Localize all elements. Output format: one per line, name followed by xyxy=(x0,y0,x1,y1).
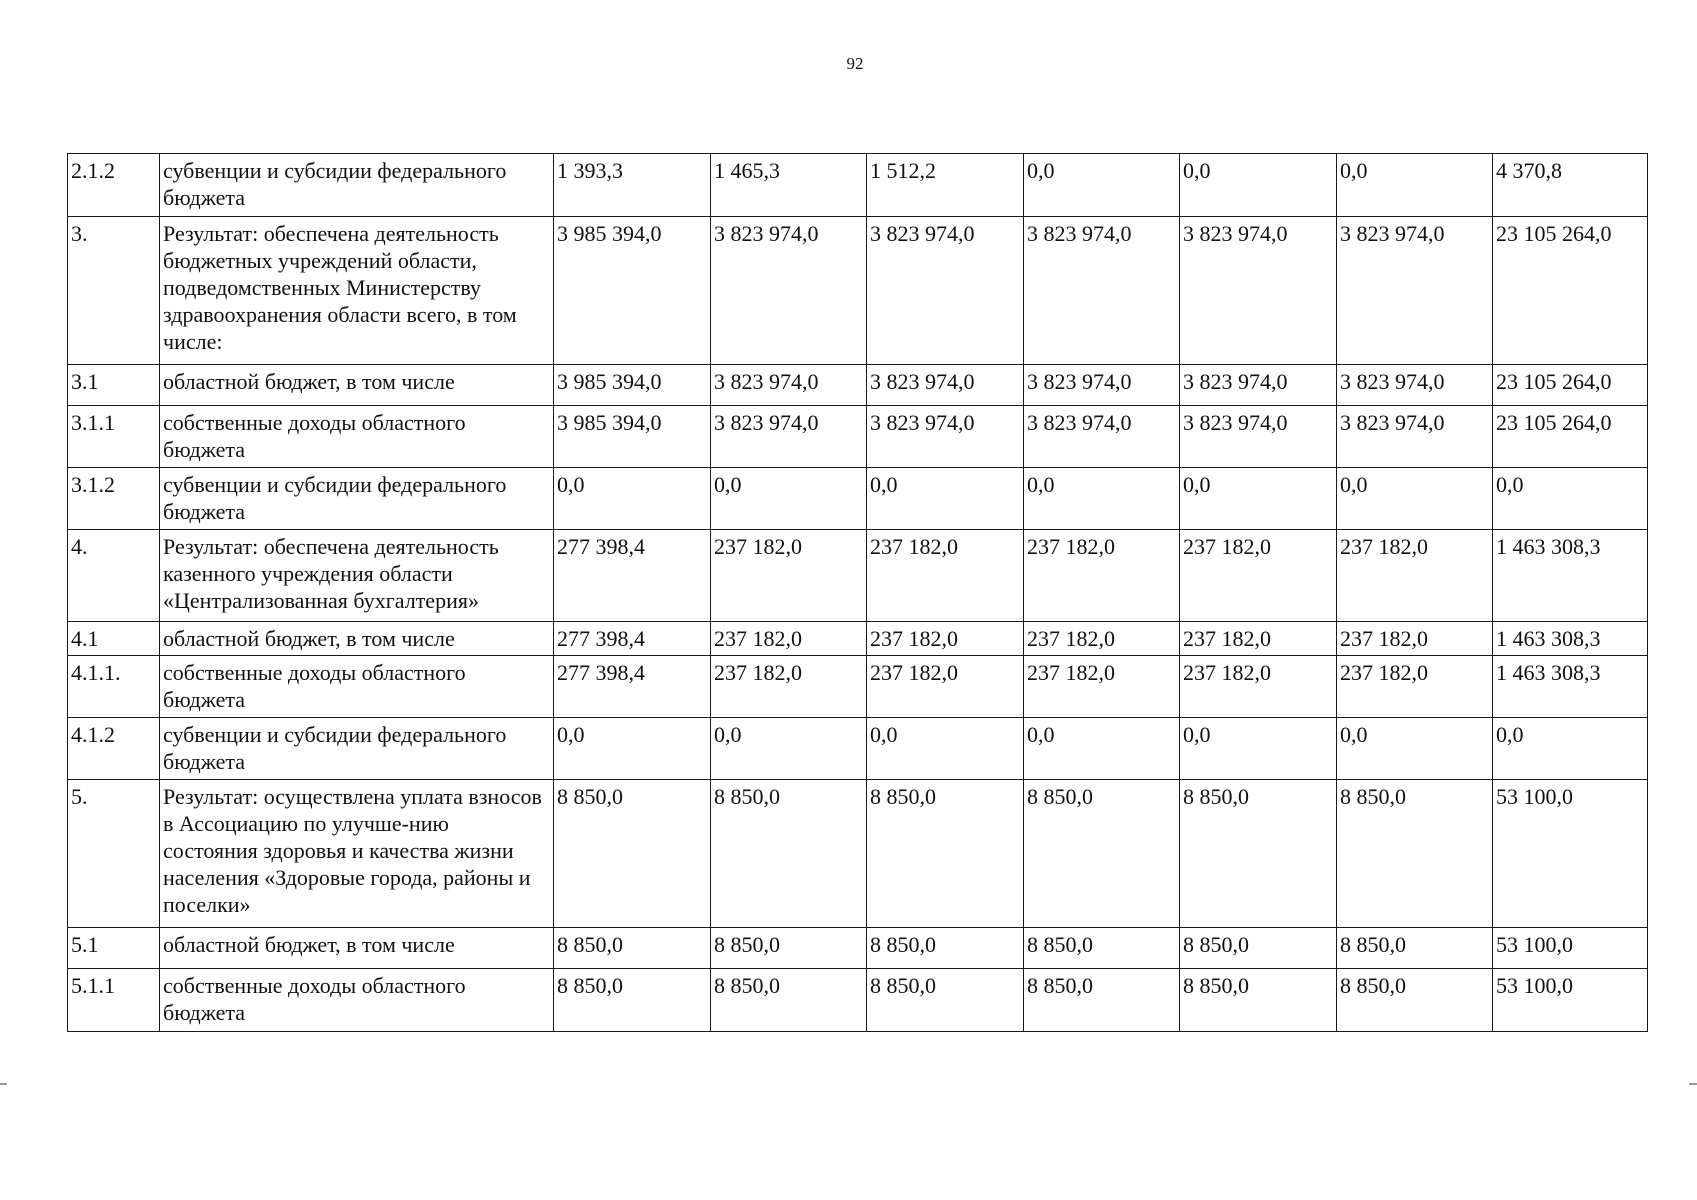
value-cell: 8 850,0 xyxy=(1024,928,1180,969)
row-label: собственные доходы областного бюджета xyxy=(160,969,554,1032)
row-code: 3.1 xyxy=(68,365,160,406)
value-cell: 8 850,0 xyxy=(1180,969,1337,1032)
total-cell: 1 463 308,3 xyxy=(1493,622,1648,656)
value-cell: 0,0 xyxy=(554,718,711,780)
value-cell: 3 823 974,0 xyxy=(711,217,867,365)
total-cell: 23 105 264,0 xyxy=(1493,217,1648,365)
page-number: 92 xyxy=(846,54,864,73)
value-cell: 3 823 974,0 xyxy=(1024,365,1180,406)
value-cell: 3 823 974,0 xyxy=(1180,217,1337,365)
value-cell: 3 823 974,0 xyxy=(1337,217,1493,365)
total-cell: 23 105 264,0 xyxy=(1493,365,1648,406)
table-row xyxy=(68,718,1648,780)
value-cell: 8 850,0 xyxy=(1337,928,1493,969)
value-cell: 8 850,0 xyxy=(1180,780,1337,928)
scan-mark xyxy=(1689,1083,1697,1085)
value-cell: 8 850,0 xyxy=(1180,928,1337,969)
value-cell: 237 182,0 xyxy=(711,530,867,622)
row-code: 3. xyxy=(68,217,160,365)
value-cell: 3 823 974,0 xyxy=(711,365,867,406)
value-cell: 277 398,4 xyxy=(554,530,711,622)
row-code: 5. xyxy=(68,780,160,928)
table-row xyxy=(68,468,1648,530)
row-code: 4.1.2 xyxy=(68,718,160,780)
value-cell: 237 182,0 xyxy=(867,622,1024,656)
row-code: 3.1.1 xyxy=(68,406,160,468)
row-label: субвенции и субсидии федерального бюджета xyxy=(160,468,554,530)
value-cell: 237 182,0 xyxy=(867,530,1024,622)
value-cell: 8 850,0 xyxy=(1337,969,1493,1032)
value-cell: 237 182,0 xyxy=(1180,622,1337,656)
value-cell: 8 850,0 xyxy=(867,780,1024,928)
value-cell: 237 182,0 xyxy=(1180,656,1337,718)
total-cell: 4 370,8 xyxy=(1493,154,1648,217)
value-cell: 1 465,3 xyxy=(711,154,867,217)
value-cell: 237 182,0 xyxy=(867,656,1024,718)
value-cell: 237 182,0 xyxy=(1024,622,1180,656)
value-cell: 0,0 xyxy=(1337,468,1493,530)
value-cell: 3 823 974,0 xyxy=(1180,365,1337,406)
value-cell: 8 850,0 xyxy=(554,928,711,969)
value-cell: 8 850,0 xyxy=(554,780,711,928)
row-code: 5.1.1 xyxy=(68,969,160,1032)
value-cell: 277 398,4 xyxy=(554,656,711,718)
row-label: Результат: осуществлена уплата взносов в Ассоциацию по улучше-нию состояния здоровья и качества жизни населения «Здоровые города, районы и поселки» xyxy=(160,780,554,928)
value-cell: 0,0 xyxy=(1180,154,1337,217)
value-cell: 3 823 974,0 xyxy=(1180,406,1337,468)
value-cell: 3 823 974,0 xyxy=(867,217,1024,365)
value-cell: 237 182,0 xyxy=(711,656,867,718)
row-label: собственные доходы областного бюджета xyxy=(160,406,554,468)
total-cell: 53 100,0 xyxy=(1493,928,1648,969)
table-body xyxy=(68,154,1648,1032)
row-label: субвенции и субсидии федерального бюджета xyxy=(160,718,554,780)
value-cell: 3 823 974,0 xyxy=(867,365,1024,406)
value-cell: 8 850,0 xyxy=(554,969,711,1032)
table-row xyxy=(68,622,1648,656)
value-cell: 0,0 xyxy=(1024,154,1180,217)
budget-table xyxy=(67,153,1648,1032)
value-cell: 237 182,0 xyxy=(1180,530,1337,622)
row-code: 4.1 xyxy=(68,622,160,656)
table-row xyxy=(68,928,1648,969)
value-cell: 3 823 974,0 xyxy=(1024,217,1180,365)
table-row xyxy=(68,154,1648,217)
table-row xyxy=(68,969,1648,1032)
row-label: Результат: обеспечена деятельность бюджетных учреждений области, подведомственных Министерству здравоохранения области всего, в том числе: xyxy=(160,217,554,365)
value-cell: 0,0 xyxy=(867,718,1024,780)
value-cell: 8 850,0 xyxy=(711,928,867,969)
total-cell: 0,0 xyxy=(1493,718,1648,780)
total-cell: 1 463 308,3 xyxy=(1493,656,1648,718)
value-cell: 277 398,4 xyxy=(554,622,711,656)
value-cell: 237 182,0 xyxy=(1337,656,1493,718)
row-code: 2.1.2 xyxy=(68,154,160,217)
total-cell: 53 100,0 xyxy=(1493,780,1648,928)
value-cell: 3 823 974,0 xyxy=(867,406,1024,468)
value-cell: 0,0 xyxy=(554,468,711,530)
value-cell: 237 182,0 xyxy=(1337,622,1493,656)
value-cell: 0,0 xyxy=(1180,468,1337,530)
row-label: областной бюджет, в том числе xyxy=(160,928,554,969)
row-code: 5.1 xyxy=(68,928,160,969)
value-cell: 3 985 394,0 xyxy=(554,406,711,468)
table-row xyxy=(68,530,1648,622)
total-cell: 53 100,0 xyxy=(1493,969,1648,1032)
row-label: областной бюджет, в том числе xyxy=(160,622,554,656)
table-row xyxy=(68,217,1648,365)
value-cell: 237 182,0 xyxy=(1024,656,1180,718)
value-cell: 0,0 xyxy=(1180,718,1337,780)
total-cell: 23 105 264,0 xyxy=(1493,406,1648,468)
table-row xyxy=(68,656,1648,718)
value-cell: 8 850,0 xyxy=(711,780,867,928)
table-row xyxy=(68,780,1648,928)
table-row xyxy=(68,406,1648,468)
value-cell: 0,0 xyxy=(867,468,1024,530)
value-cell: 3 985 394,0 xyxy=(554,365,711,406)
value-cell: 3 985 394,0 xyxy=(554,217,711,365)
row-label: областной бюджет, в том числе xyxy=(160,365,554,406)
table-row xyxy=(68,365,1648,406)
value-cell: 3 823 974,0 xyxy=(1337,406,1493,468)
value-cell: 8 850,0 xyxy=(711,969,867,1032)
value-cell: 3 823 974,0 xyxy=(1024,406,1180,468)
value-cell: 8 850,0 xyxy=(1024,780,1180,928)
value-cell: 0,0 xyxy=(711,468,867,530)
value-cell: 3 823 974,0 xyxy=(711,406,867,468)
value-cell: 8 850,0 xyxy=(1024,969,1180,1032)
value-cell: 3 823 974,0 xyxy=(1337,365,1493,406)
scan-mark xyxy=(0,1083,7,1085)
row-code: 3.1.2 xyxy=(68,468,160,530)
value-cell: 0,0 xyxy=(1024,718,1180,780)
value-cell: 237 182,0 xyxy=(711,622,867,656)
value-cell: 0,0 xyxy=(1337,154,1493,217)
value-cell: 237 182,0 xyxy=(1337,530,1493,622)
total-cell: 0,0 xyxy=(1493,468,1648,530)
row-label: Результат: обеспечена деятельность казенного учреждения области «Централизованная бухгалтерия» xyxy=(160,530,554,622)
value-cell: 0,0 xyxy=(711,718,867,780)
value-cell: 1 393,3 xyxy=(554,154,711,217)
value-cell: 8 850,0 xyxy=(867,928,1024,969)
row-code: 4.1.1. xyxy=(68,656,160,718)
value-cell: 0,0 xyxy=(1024,468,1180,530)
value-cell: 1 512,2 xyxy=(867,154,1024,217)
value-cell: 8 850,0 xyxy=(867,969,1024,1032)
row-label: собственные доходы областного бюджета xyxy=(160,656,554,718)
value-cell: 237 182,0 xyxy=(1024,530,1180,622)
value-cell: 8 850,0 xyxy=(1337,780,1493,928)
row-label: субвенции и субсидии федерального бюджета xyxy=(160,154,554,217)
row-code: 4. xyxy=(68,530,160,622)
value-cell: 0,0 xyxy=(1337,718,1493,780)
total-cell: 1 463 308,3 xyxy=(1493,530,1648,622)
